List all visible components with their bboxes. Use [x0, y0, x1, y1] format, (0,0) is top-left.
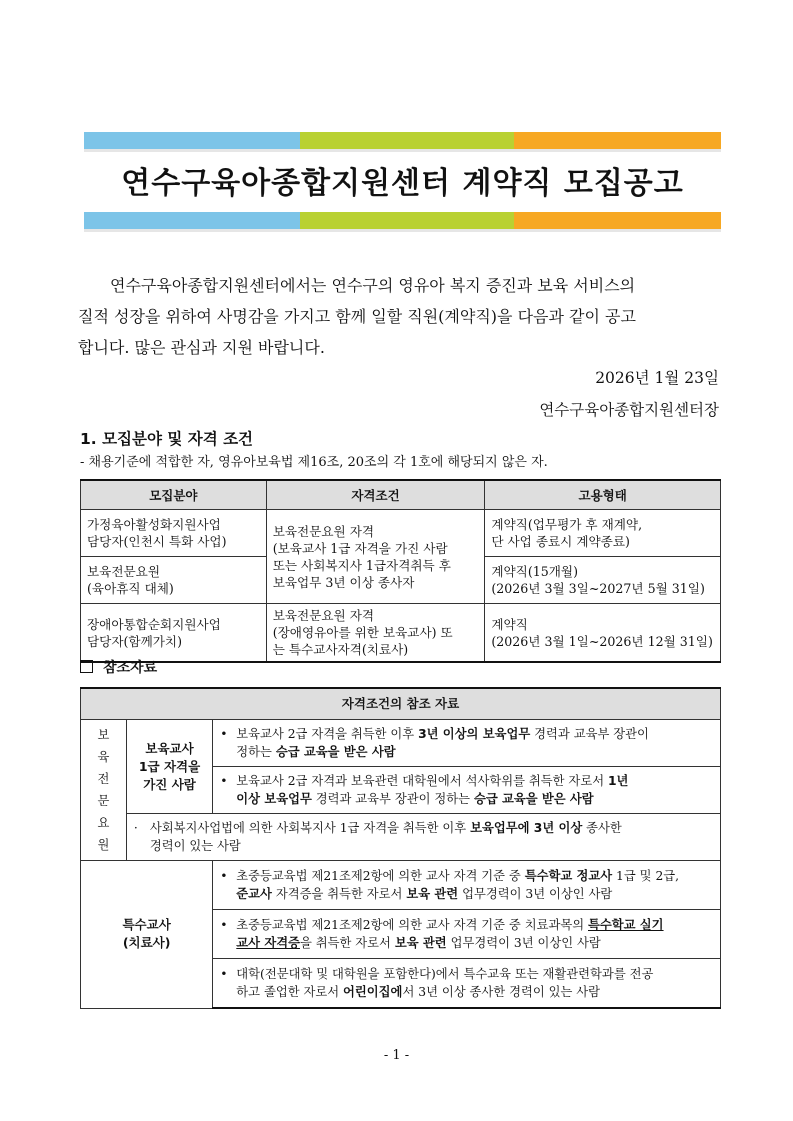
label-char: 문	[97, 794, 110, 808]
item-emphasis: 보육 관련	[406, 887, 459, 901]
field-text: 장애아통합순회지원사업	[87, 616, 221, 632]
reference-table-title: 자격조건의 참조 자료	[81, 688, 721, 720]
item-text: 경력과 교육부 장관이 정하는	[311, 792, 474, 806]
bullet-icon: •	[220, 918, 228, 932]
label-line: (치료사)	[122, 935, 171, 951]
employment-cell	[485, 604, 721, 663]
item-emphasis: 어린이집에	[343, 985, 403, 999]
label-line: 가진 사람	[143, 776, 196, 792]
table-row	[81, 814, 721, 861]
signer-name: 연수구육아종합지원센터장	[539, 401, 719, 419]
item-text: 자격증을 취득한 자로서	[271, 887, 407, 901]
section-note: - 채용기준에 적합한 자, 영유아보육법 제16조, 20조의 각 1호에 해당되지 않은 자.	[80, 455, 548, 470]
item-text: 초중등교육법 제21조제2항에 의한 교사 자격 기준 중 치료과목의	[236, 918, 588, 932]
intro-line: 연수구육아종합지원센터에서는 연수구의 영유아 복지 증진과 보육 서비스의	[110, 276, 636, 295]
item-text: 서 3년 이상 종사한 경력이 있는 사람	[402, 985, 601, 999]
column-header-field: 모집분야	[81, 480, 267, 510]
item-text: 경력이 있는 사람	[149, 839, 241, 853]
qualification-text: 또는 사회복지사 1급자격취득 후	[272, 557, 451, 573]
header-color-bar-bottom	[84, 212, 721, 229]
label-line: 1급 자격을	[138, 758, 201, 774]
employment-text: 계약직(15개월)	[491, 564, 579, 579]
item-emphasis: 3년 이상의 보육업무	[418, 727, 531, 741]
checkbox-square-icon	[80, 660, 93, 673]
reference-table	[80, 687, 721, 1009]
qualification-text: 보육업무 3년 이상 종사자	[272, 574, 415, 590]
intro-line: 합니다. 많은 관심과 지원 바랍니다.	[78, 338, 325, 357]
table-row	[81, 510, 721, 557]
column-header-qualification: 자격조건	[266, 480, 485, 510]
item-text: 종사한	[582, 821, 622, 835]
qualification-cell	[266, 604, 485, 663]
bar-segment-orange	[514, 212, 721, 229]
group-label-childcare-specialist	[81, 720, 127, 861]
item-emphasis: 특수학교 실기	[588, 918, 664, 932]
reference-item	[213, 959, 721, 1009]
item-text: 경력과 교육부 장관이	[530, 727, 649, 741]
item-emphasis: 특수학교 정교사	[524, 869, 613, 883]
item-text: 을 취득한 자로서	[299, 936, 395, 950]
item-emphasis: 보육업무에 3년 이상	[470, 821, 583, 835]
reference-item	[213, 861, 721, 910]
employment-text: 단 사업 종료시 계약종료)	[491, 534, 630, 549]
reference-item	[126, 814, 720, 861]
item-text: 사회복지사업법에 의한 사회복지사 1급 자격을 취득한 이후	[149, 821, 471, 835]
item-text: 초중등교육법 제21조제2항에 의한 교사 자격 기준 중	[236, 869, 525, 883]
field-text: (육아휴직 대체)	[87, 581, 174, 596]
item-emphasis: 보육 관련	[394, 936, 447, 950]
table-row	[81, 861, 721, 910]
employment-text: (2026년 3월 1일~2026년 12월 31일)	[491, 633, 713, 649]
item-text: 보육교사 2급 자격과 보육관련 대학원에서 석사학위를 취득한 자로서	[236, 774, 608, 788]
intro-paragraph	[78, 270, 719, 363]
page-number: - 1 -	[383, 1048, 410, 1063]
header-divider-bottom	[84, 229, 721, 232]
item-emphasis: 승급 교육을 받은 사람	[473, 792, 594, 806]
reference-item	[213, 720, 721, 767]
item-text: 업무경력이 3년 이상인 사람	[458, 887, 613, 901]
section-title-recruitment: 1. 모집분야 및 자격 조건	[80, 430, 254, 448]
item-emphasis: 교사 자격증	[236, 936, 300, 950]
bullet-icon: •	[220, 967, 228, 981]
item-emphasis: 준교사	[236, 887, 272, 901]
label-line: 특수교사	[122, 917, 171, 933]
column-header-employment: 고용형태	[485, 480, 721, 510]
qualification-text: (보육교사 1급 자격을 가진 사람	[272, 540, 448, 556]
item-emphasis: 1년	[607, 774, 629, 788]
field-text: 가정육아활성화지원사업	[87, 517, 221, 532]
sub-label-teacher-grade1	[126, 720, 212, 814]
item-emphasis: 승급 교육을 받은 사람	[275, 745, 396, 759]
item-text: 보육교사 2급 자격을 취득한 이후	[236, 727, 419, 741]
qualification-text: 보육전문요원 자격	[272, 523, 375, 539]
field-text: 담당자(함께가치)	[87, 633, 182, 649]
bullet-icon: •	[220, 869, 228, 883]
field-text: 담당자(인천시 특화 사업)	[87, 534, 227, 549]
recruitment-table	[80, 479, 721, 663]
employment-text: 계약직	[491, 616, 528, 632]
section-title-reference	[80, 657, 157, 677]
announcement-date: 2026년 1월 23일	[595, 369, 719, 387]
label-char: 요	[97, 816, 110, 830]
item-text: 정하는	[236, 745, 276, 759]
qualification-cell	[266, 510, 485, 604]
reference-item	[213, 910, 721, 959]
item-text: 1급 및 2급,	[612, 869, 680, 883]
page-title: 연수구육아종합지원센터 계약직 모집공고	[121, 166, 684, 201]
table-row	[81, 604, 721, 663]
item-emphasis: 이상 보육업무	[236, 792, 312, 806]
field-cell	[81, 604, 267, 663]
header-color-bar-top	[84, 132, 721, 149]
header-divider-top	[84, 149, 721, 152]
bar-segment-blue	[84, 212, 300, 229]
bar-segment-green	[300, 212, 514, 229]
reference-item	[213, 767, 721, 814]
employment-text: 계약직(업무평가 후 재계약,	[491, 517, 643, 532]
employment-cell	[485, 510, 721, 557]
qualification-text: (장애영유아를 위한 보육교사) 또	[272, 625, 453, 640]
bar-segment-orange	[514, 132, 721, 149]
item-text: 하고 졸업한 자로서	[236, 985, 344, 999]
bar-segment-blue	[84, 132, 300, 149]
group-label-special-teacher	[81, 861, 213, 1009]
employment-cell	[485, 557, 721, 604]
bullet-icon: •	[220, 774, 228, 788]
item-text: 업무경력이 3년 이상인 사람	[446, 936, 601, 950]
qualification-text: 는 특수교사자격(치료사)	[272, 642, 409, 657]
section-title-text: 참조자료	[103, 660, 158, 676]
field-cell	[81, 557, 267, 604]
label-char: 육	[97, 750, 110, 764]
employment-text: (2026년 3월 3일~2027년 5월 31일)	[491, 581, 705, 596]
item-text: 대학(전문대학 및 대학원을 포함한다)에서 특수교육 또는 재활관련학과를 전공	[236, 967, 654, 981]
intro-line: 질적 성장을 위하여 사명감을 가지고 함께 일할 직원(계약직)을 다음과 같이 공고	[78, 307, 636, 326]
table-row	[81, 720, 721, 767]
bullet-icon: ·	[133, 821, 138, 835]
field-cell	[81, 510, 267, 557]
field-text: 보육전문요원	[87, 564, 160, 579]
label-char: 보	[97, 728, 110, 742]
label-line: 보육교사	[145, 740, 194, 756]
label-char: 원	[97, 838, 110, 852]
qualification-text: 보육전문요원 자격	[272, 608, 375, 623]
label-char: 전	[97, 772, 110, 786]
bullet-icon: •	[220, 727, 228, 741]
bar-segment-green	[300, 132, 514, 149]
